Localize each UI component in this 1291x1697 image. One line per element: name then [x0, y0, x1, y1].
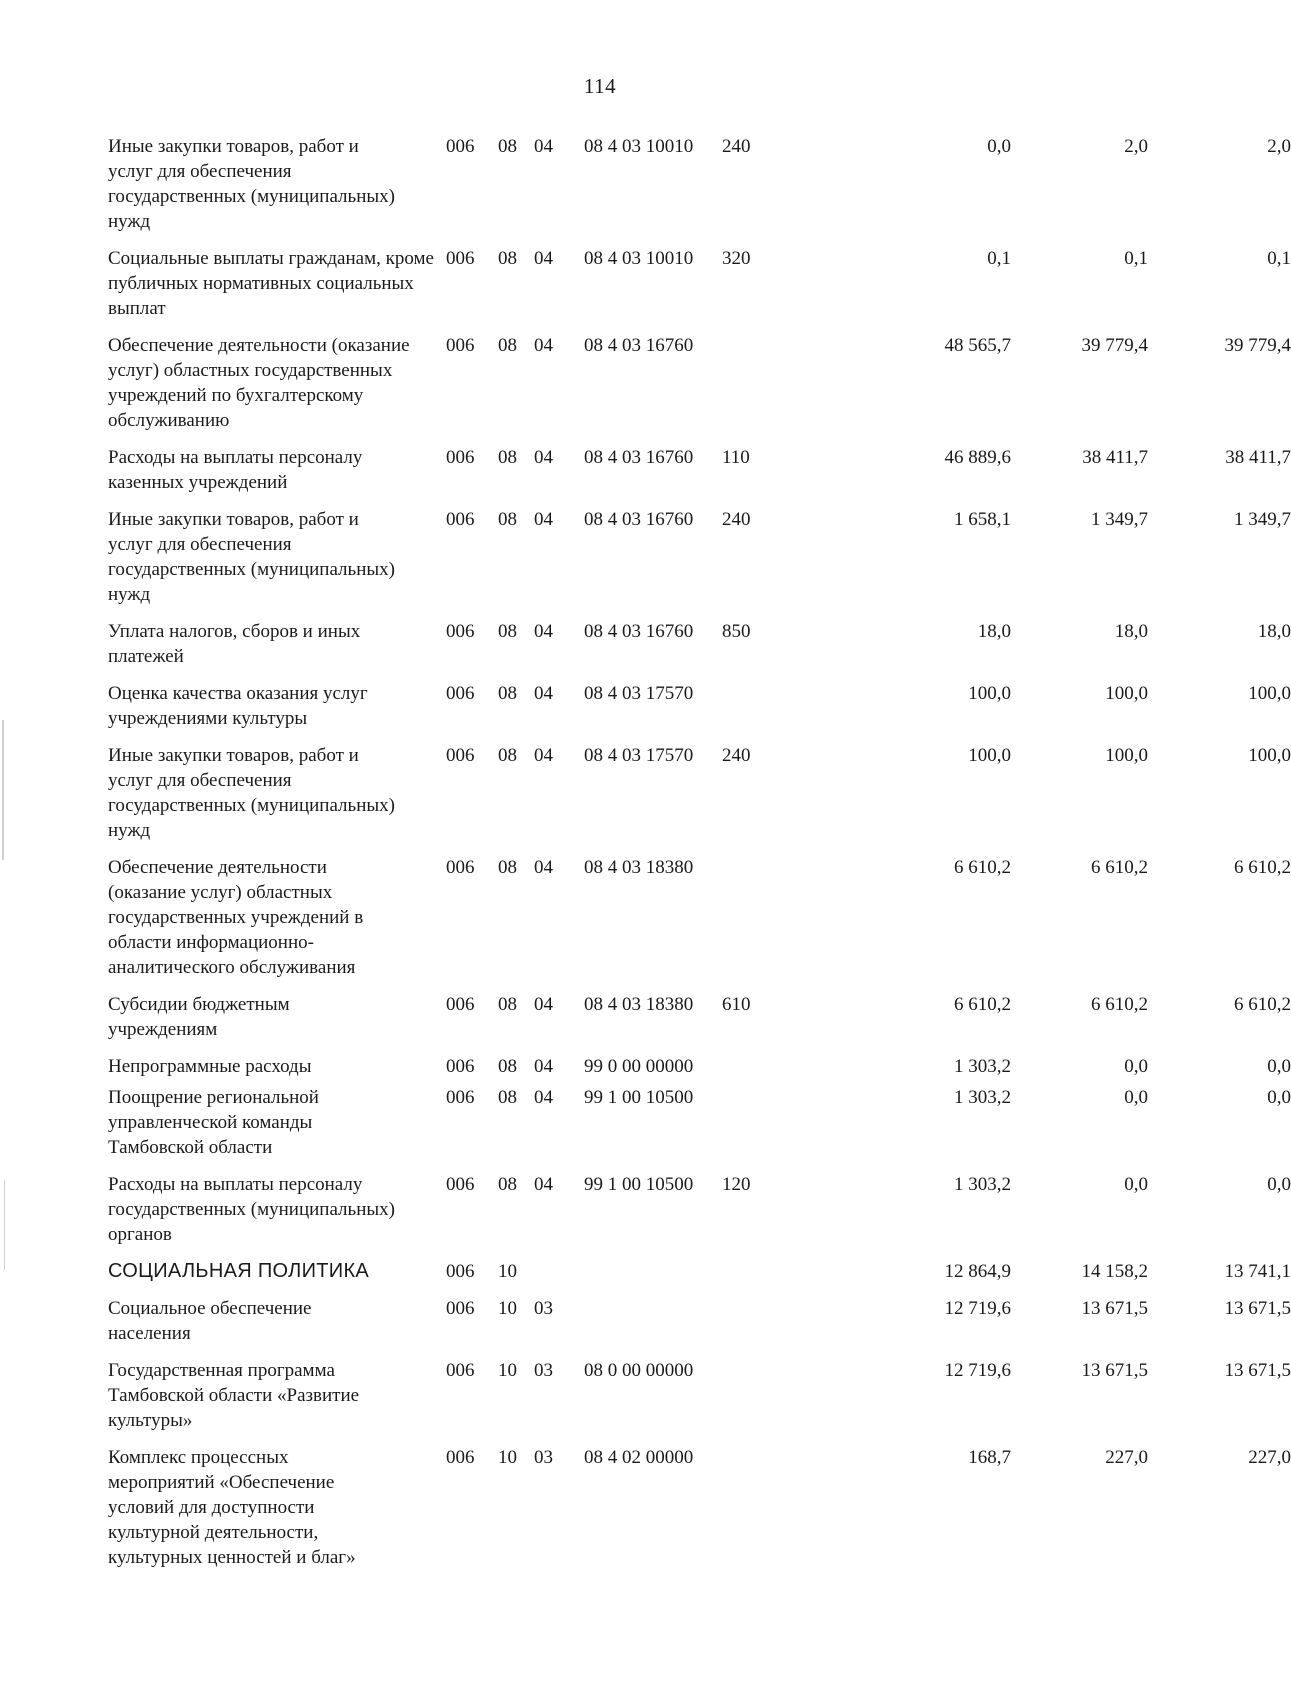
row-sum-1: 100,0 [968, 745, 1011, 766]
row-sum-2: 100,0 [1105, 745, 1148, 766]
row-rz: 08 [498, 1174, 517, 1195]
row-pr: 04 [534, 136, 553, 157]
row-sum-2: 227,0 [1105, 1447, 1148, 1468]
row-rz: 08 [498, 857, 517, 878]
row-sum-3: 13 671,5 [1224, 1360, 1291, 1381]
row-vd: 006 [446, 1056, 475, 1077]
row-name: Иные закупки товаров, работ и услуг для обеспечения государственных (муниципальных) нужд [108, 509, 395, 605]
row-rz: 08 [498, 621, 517, 642]
row-vr: 240 [722, 136, 751, 157]
row-sum-1: 1 303,2 [954, 1056, 1011, 1077]
row-cs: 08 4 03 18380 [584, 994, 694, 1015]
row-name: Субсидии бюджетным учреждениям [108, 994, 290, 1040]
row-vd: 006 [446, 745, 475, 766]
row-cs: 08 4 03 17570 [584, 683, 694, 704]
row-cs: 08 4 03 16760 [584, 447, 694, 468]
row-cs: 08 4 03 10010 [584, 248, 694, 269]
row-vr: 320 [722, 248, 751, 269]
row-sum-3: 100,0 [1248, 745, 1291, 766]
row-pr: 03 [534, 1298, 553, 1319]
row-vd: 006 [446, 136, 475, 157]
row-pr: 03 [534, 1360, 553, 1381]
row-vd: 006 [446, 621, 475, 642]
row-sum-3: 2,0 [1267, 136, 1291, 157]
row-name: Обеспечение деятельности (оказание услуг) областных государственных учреждений по бухгалтерскому обслуживанию [108, 335, 410, 431]
row-vd: 006 [446, 683, 475, 704]
row-vr: 240 [722, 745, 751, 766]
row-vd: 006 [446, 1298, 475, 1319]
table-row [108, 619, 1291, 669]
row-cs: 08 4 03 17570 [584, 745, 694, 766]
row-rz: 08 [498, 994, 517, 1015]
table-row [108, 1358, 1291, 1433]
row-pr: 04 [534, 621, 553, 642]
row-sum-3: 38 411,7 [1225, 447, 1291, 468]
row-rz: 08 [498, 745, 517, 766]
table-row [108, 507, 1291, 607]
row-cs: 08 4 03 16760 [584, 335, 694, 356]
row-rz: 08 [498, 136, 517, 157]
row-name: Обеспечение деятельности (оказание услуг) областных государственных учреждений в области информационно-аналитического обслуживания [108, 857, 364, 978]
row-vd: 006 [446, 1174, 475, 1195]
row-sum-2: 39 779,4 [1081, 335, 1148, 356]
row-name: Иные закупки товаров, работ и услуг для обеспечения государственных (муниципальных) нужд [108, 745, 395, 841]
row-vd: 006 [446, 1360, 475, 1381]
row-sum-3: 100,0 [1248, 683, 1291, 704]
row-name: Социальные выплаты гражданам, кроме публичных нормативных социальных выплат [108, 248, 434, 319]
row-sum-1: 46 889,6 [944, 447, 1011, 468]
row-sum-2: 1 349,7 [1091, 509, 1148, 530]
row-sum-2: 6 610,2 [1091, 857, 1148, 878]
row-sum-1: 12 719,6 [944, 1360, 1011, 1381]
row-cs: 08 4 02 00000 [584, 1447, 694, 1468]
row-sum-1: 168,7 [968, 1447, 1011, 1468]
row-rz: 10 [498, 1447, 517, 1468]
row-pr: 04 [534, 1174, 553, 1195]
row-sum-3: 1 349,7 [1234, 509, 1291, 530]
row-sum-1: 1 303,2 [954, 1174, 1011, 1195]
table-row [108, 743, 1291, 843]
row-cs: 99 0 00 00000 [584, 1056, 694, 1077]
row-sum-2: 6 610,2 [1091, 994, 1148, 1015]
row-name: Расходы на выплаты персоналу государственных (муниципальных) органов [108, 1174, 395, 1245]
table-row [108, 1172, 1291, 1247]
table-row [108, 1054, 1291, 1079]
row-sum-3: 0,0 [1267, 1174, 1291, 1195]
row-vd: 006 [446, 447, 475, 468]
row-sum-3: 6 610,2 [1234, 994, 1291, 1015]
row-rz: 10 [498, 1261, 517, 1282]
row-name: Расходы на выплаты персоналу казенных учреждений [108, 447, 363, 493]
row-pr: 04 [534, 994, 553, 1015]
row-vd: 006 [446, 248, 475, 269]
section-row [108, 1259, 1291, 1284]
row-vd: 006 [446, 335, 475, 356]
row-vd: 006 [446, 1447, 475, 1468]
row-sum-3: 13 671,5 [1224, 1298, 1291, 1319]
table-row [108, 1445, 1291, 1570]
row-sum-3: 18,0 [1257, 621, 1291, 642]
row-pr: 04 [534, 447, 553, 468]
row-cs: 99 1 00 10500 [584, 1174, 694, 1195]
table-row [108, 992, 1291, 1042]
row-sum-3: 0,1 [1267, 248, 1291, 269]
row-sum-1: 1 303,2 [954, 1087, 1011, 1108]
row-vd: 006 [446, 857, 475, 878]
row-sum-3: 227,0 [1248, 1447, 1291, 1468]
row-sum-1: 100,0 [968, 683, 1011, 704]
page-number: 114 [583, 74, 617, 98]
row-pr: 04 [534, 1087, 553, 1108]
row-name: Уплата налогов, сборов и иных платежей [108, 621, 361, 667]
row-sum-1: 48 565,7 [944, 335, 1011, 356]
row-rz: 08 [498, 1056, 517, 1077]
row-cs: 99 1 00 10500 [584, 1087, 694, 1108]
row-name: Комплекс процессных мероприятий «Обеспечение условий для доступности культурной деятельности, культурных ценностей и благ» [108, 1447, 356, 1568]
table-row [108, 134, 1291, 234]
table-row [108, 681, 1291, 731]
row-rz: 08 [498, 683, 517, 704]
row-vd: 006 [446, 994, 475, 1015]
row-sum-2: 14 158,2 [1081, 1261, 1148, 1282]
scan-artifact [2, 720, 4, 860]
table-row [108, 333, 1291, 433]
row-sum-2: 0,0 [1124, 1056, 1148, 1077]
row-vr: 240 [722, 509, 751, 530]
row-sum-2: 0,0 [1124, 1174, 1148, 1195]
row-vr: 110 [722, 447, 750, 468]
table-row [108, 855, 1291, 980]
row-vd: 006 [446, 509, 475, 530]
row-name: Поощрение региональной управленческой команды Тамбовской области [108, 1087, 319, 1158]
row-pr: 04 [534, 857, 553, 878]
row-sum-1: 0,1 [987, 248, 1011, 269]
row-sum-3: 39 779,4 [1224, 335, 1291, 356]
row-pr: 04 [534, 1056, 553, 1077]
row-sum-3: 13 741,1 [1224, 1261, 1291, 1282]
table-row [108, 445, 1291, 495]
table-row [108, 1085, 1291, 1160]
row-rz: 08 [498, 248, 517, 269]
row-sum-2: 2,0 [1124, 136, 1148, 157]
row-sum-3: 0,0 [1267, 1087, 1291, 1108]
row-pr: 04 [534, 745, 553, 766]
row-vd: 006 [446, 1261, 475, 1282]
row-sum-1: 18,0 [977, 621, 1011, 642]
row-name: Социальное обеспечение населения [108, 1298, 312, 1344]
row-sum-1: 0,0 [987, 136, 1011, 157]
row-cs: 08 4 03 18380 [584, 857, 694, 878]
row-sum-2: 0,1 [1124, 248, 1148, 269]
row-sum-2: 0,0 [1124, 1087, 1148, 1108]
row-pr: 03 [534, 1447, 553, 1468]
row-sum-1: 6 610,2 [954, 857, 1011, 878]
row-sum-1: 6 610,2 [954, 994, 1011, 1015]
row-sum-2: 13 671,5 [1081, 1360, 1148, 1381]
scan-artifact [4, 1180, 5, 1270]
row-vd: 006 [446, 1087, 475, 1108]
row-sum-1: 1 658,1 [954, 509, 1011, 530]
row-pr: 04 [534, 683, 553, 704]
row-vr: 850 [722, 621, 751, 642]
row-sum-3: 6 610,2 [1234, 857, 1291, 878]
budget-table [108, 134, 1291, 1570]
row-name: Государственная программа Тамбовской области «Развитие культуры» [108, 1360, 360, 1431]
row-sum-2: 13 671,5 [1081, 1298, 1148, 1319]
row-pr: 04 [534, 335, 553, 356]
row-cs: 08 4 03 16760 [584, 621, 694, 642]
row-rz: 10 [498, 1360, 517, 1381]
row-name: Иные закупки товаров, работ и услуг для обеспечения государственных (муниципальных) нужд [108, 136, 395, 232]
row-cs: 08 0 00 00000 [584, 1360, 694, 1381]
row-pr: 04 [534, 509, 553, 530]
row-name: Оценка качества оказания услуг учреждениями культуры [108, 683, 368, 729]
section-title: СОЦИАЛЬНАЯ ПОЛИТИКА [108, 1260, 370, 1282]
row-vr: 610 [722, 994, 751, 1015]
row-pr: 04 [534, 248, 553, 269]
row-sum-2: 38 411,7 [1082, 447, 1148, 468]
row-rz: 10 [498, 1298, 517, 1319]
row-rz: 08 [498, 1087, 517, 1108]
row-sum-2: 100,0 [1105, 683, 1148, 704]
row-rz: 08 [498, 509, 517, 530]
row-cs: 08 4 03 10010 [584, 136, 694, 157]
table-row [108, 1296, 1291, 1346]
table-row [108, 246, 1291, 321]
row-sum-1: 12 864,9 [944, 1261, 1011, 1282]
row-rz: 08 [498, 335, 517, 356]
row-cs: 08 4 03 16760 [584, 509, 694, 530]
row-sum-2: 18,0 [1114, 621, 1148, 642]
row-sum-1: 12 719,6 [944, 1298, 1011, 1319]
row-rz: 08 [498, 447, 517, 468]
row-name: Непрограммные расходы [108, 1056, 312, 1077]
row-sum-3: 0,0 [1267, 1056, 1291, 1077]
row-vr: 120 [722, 1174, 751, 1195]
